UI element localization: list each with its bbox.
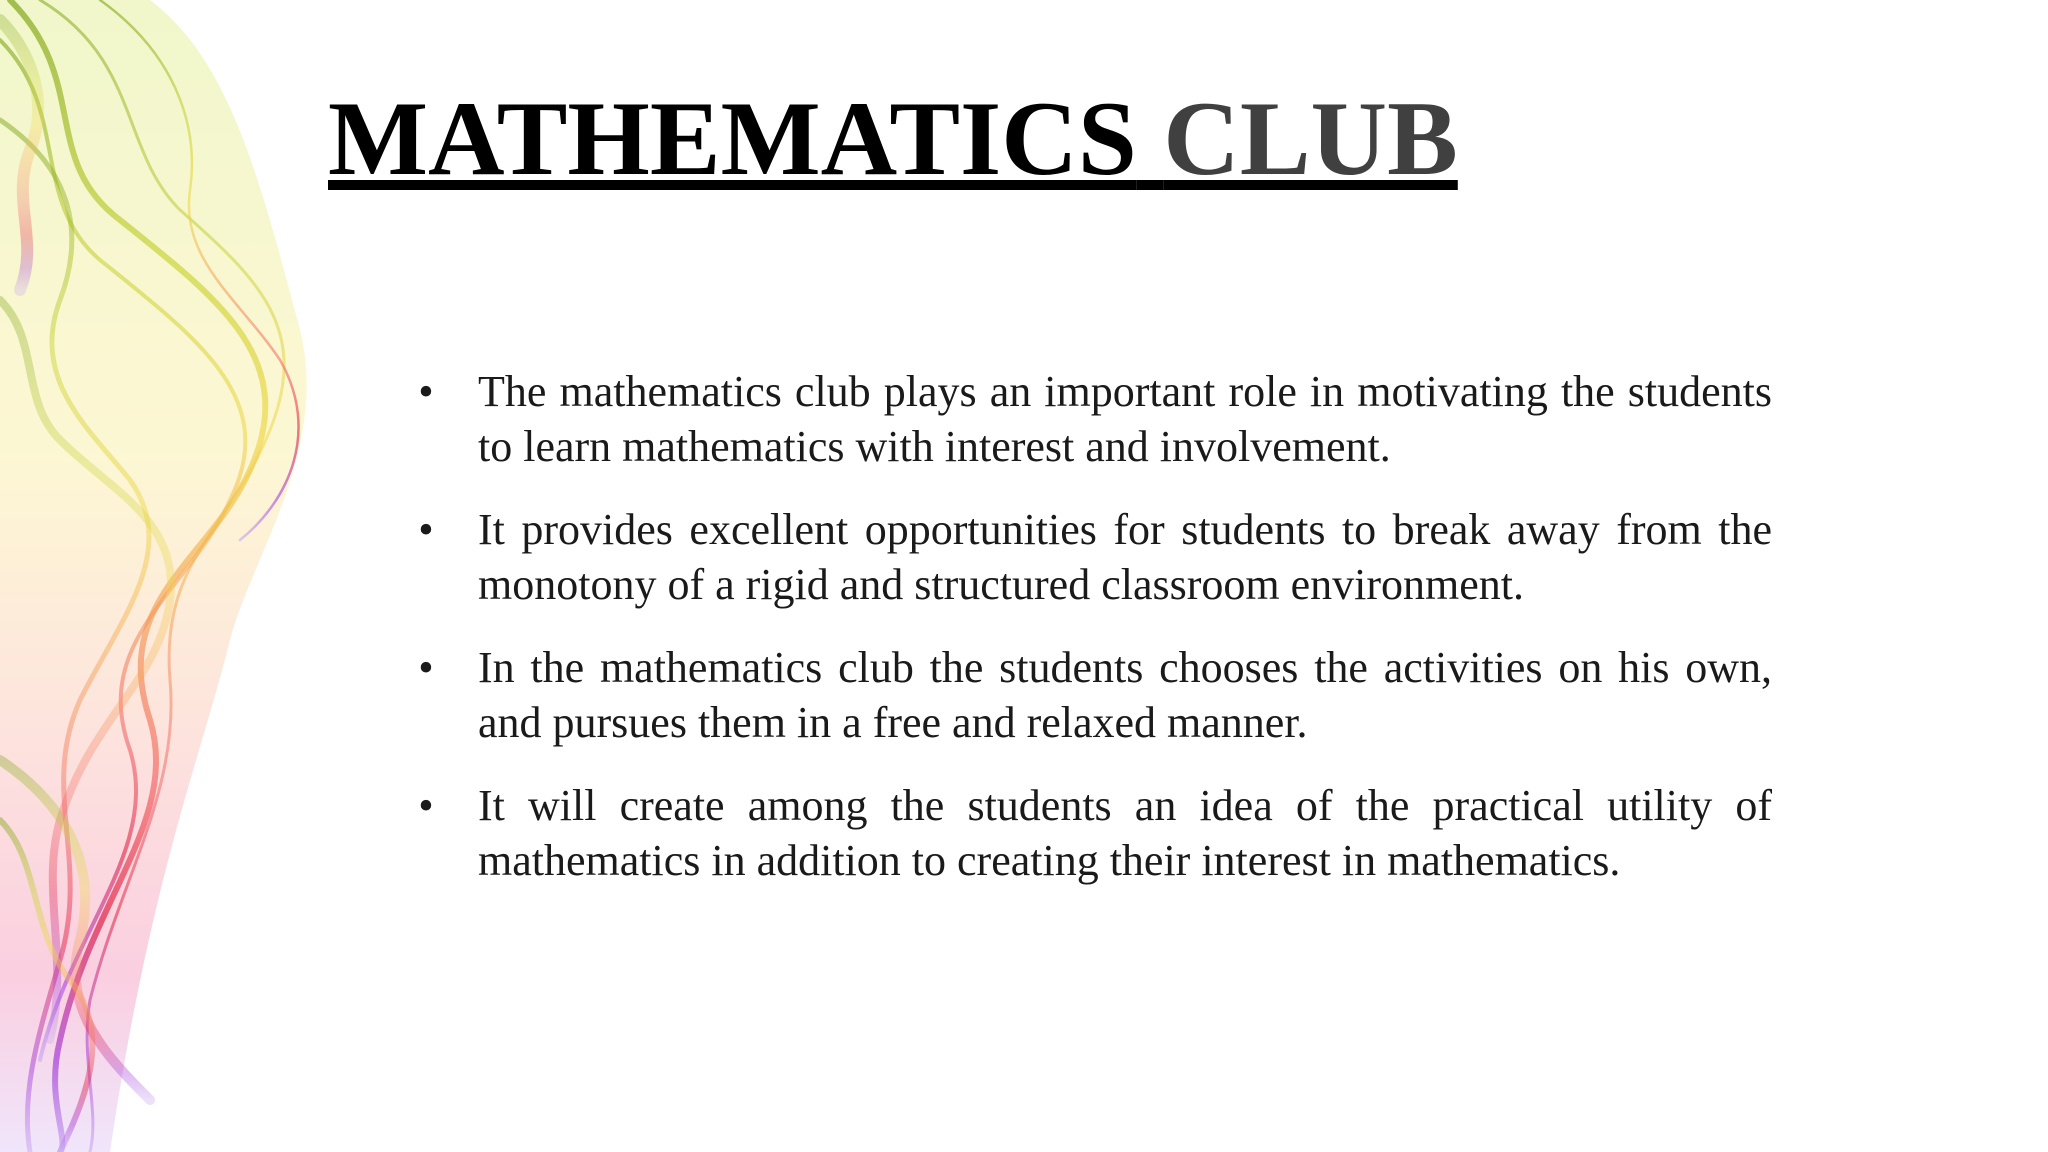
title-word-mathematics: MATHEMATICS <box>328 80 1137 197</box>
title-space <box>1137 80 1164 197</box>
list-item <box>406 502 1772 612</box>
bullet-text: The mathematics club plays an important role in motivating the students to learn mathematics with interest and involvement. <box>478 367 1772 471</box>
bullet-text: It provides excellent opportunities for students to break away from the monotony of a rigid and structured classroom environment. <box>478 505 1772 609</box>
title-word-club: CLUB <box>1163 80 1458 197</box>
bullet-list <box>406 364 1772 916</box>
list-item <box>406 364 1772 474</box>
smoke-wave-decoration <box>0 0 340 1152</box>
list-item <box>406 640 1772 750</box>
bullet-icon: • <box>418 367 434 416</box>
bullet-icon: • <box>418 781 434 830</box>
bullet-icon: • <box>418 505 434 554</box>
bullet-icon: • <box>418 643 434 692</box>
bullet-text: In the mathematics club the students chooses the activities on his own, and pursues them in a free and relaxed manner. <box>478 643 1772 747</box>
bullet-text: It will create among the students an idea of the practical utility of mathematics in addition to creating their interest in mathematics. <box>478 781 1772 885</box>
page-title <box>328 82 1458 196</box>
list-item <box>406 778 1772 888</box>
